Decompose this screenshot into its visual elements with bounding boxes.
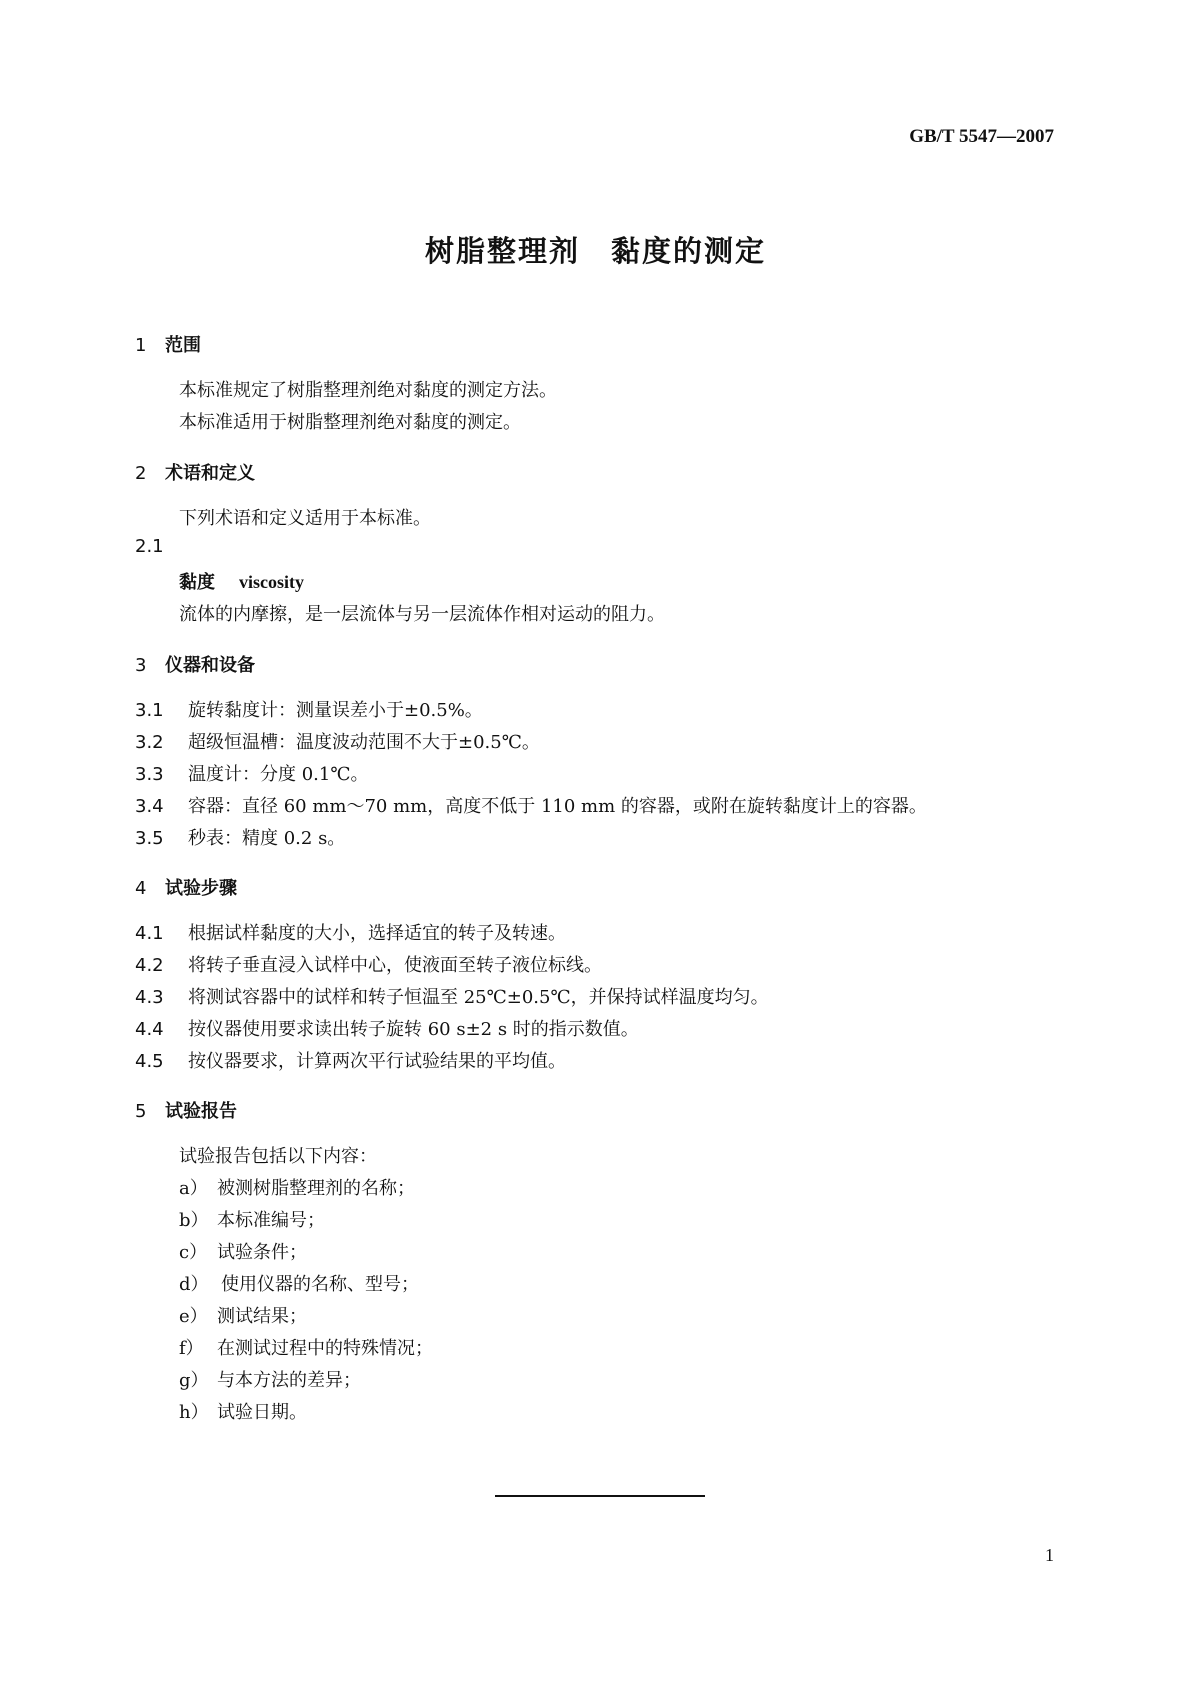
list-item: 3.1 旋转黏度计：测量误差小于±0.5%。: [135, 700, 483, 721]
list-item: 4.1 根据试样黏度的大小，选择适宜的转子及转速。: [135, 923, 566, 944]
section-number: 3: [135, 655, 147, 676]
list-item: 4.5 按仪器要求，计算两次平行试验结果的平均值。: [135, 1051, 566, 1072]
list-item: e） 测试结果；: [179, 1306, 307, 1327]
term-chinese: 黏度: [179, 572, 215, 593]
list-item: d） 使用仪器的名称、型号；: [179, 1274, 419, 1295]
end-rule: [495, 1495, 705, 1497]
term-entry: [179, 568, 304, 594]
list-item: 4.2 将转子垂直浸入试样中心，使液面至转子液位标线。: [135, 955, 602, 976]
list-item: c） 试验条件；: [179, 1242, 307, 1263]
section-number: 1: [135, 335, 147, 356]
section-5-heading: [135, 1097, 237, 1123]
paragraph: 本标准适用于树脂整理剂绝对黏度的测定。: [179, 412, 521, 433]
list-item: f） 在测试过程中的特殊情况；: [179, 1338, 433, 1359]
list-item: h） 试验日期。: [179, 1402, 307, 1423]
paragraph: 本标准规定了树脂整理剂绝对黏度的测定方法。: [179, 380, 557, 401]
section-title: 试验步骤: [165, 878, 237, 899]
section-title: 范围: [165, 335, 201, 356]
paragraph: 试验报告包括以下内容：: [179, 1146, 377, 1167]
list-item: b） 本标准编号；: [179, 1210, 325, 1231]
section-number: 2: [135, 463, 147, 484]
list-item: 3.2 超级恒温槽：温度波动范围不大于±0.5℃。: [135, 732, 540, 753]
section-1-heading: [135, 331, 201, 357]
section-title: 术语和定义: [165, 463, 255, 484]
section-2-heading: [135, 459, 255, 485]
list-item: a） 被测树脂整理剂的名称；: [179, 1178, 415, 1199]
section-number: 4: [135, 878, 147, 899]
section-4-heading: [135, 874, 237, 900]
paragraph: 下列术语和定义适用于本标准。: [179, 508, 431, 529]
list-item: 3.5 秒表：精度 0.2 s。: [135, 828, 346, 849]
document-title: 树脂整理剂 黏度的测定: [424, 234, 766, 268]
term-english: viscosity: [239, 572, 304, 592]
list-item: 3.4 容器：直径 60 mm～70 mm，高度不低于 110 mm 的容器，或附在旋转黏度计上的容器。: [135, 796, 927, 817]
list-item: 4.3 将测试容器中的试样和转子恒温至 25℃±0.5℃，并保持试样温度均匀。: [135, 987, 769, 1008]
term-definition: 流体的内摩擦，是一层流体与另一层流体作相对运动的阻力。: [179, 604, 665, 625]
subclause-number: 2.1: [135, 536, 164, 557]
standard-number: GB/T 5547—2007: [909, 126, 1054, 147]
section-title: 试验报告: [165, 1101, 237, 1122]
list-item: 4.4 按仪器使用要求读出转子旋转 60 s±2 s 时的指示数值。: [135, 1019, 639, 1040]
page-number: 1: [1045, 1545, 1054, 1565]
list-item: g） 与本方法的差异；: [179, 1370, 361, 1391]
section-3-heading: [135, 651, 255, 677]
section-number: 5: [135, 1101, 147, 1122]
list-item: 3.3 温度计：分度 0.1℃。: [135, 764, 369, 785]
section-title: 仪器和设备: [165, 655, 255, 676]
